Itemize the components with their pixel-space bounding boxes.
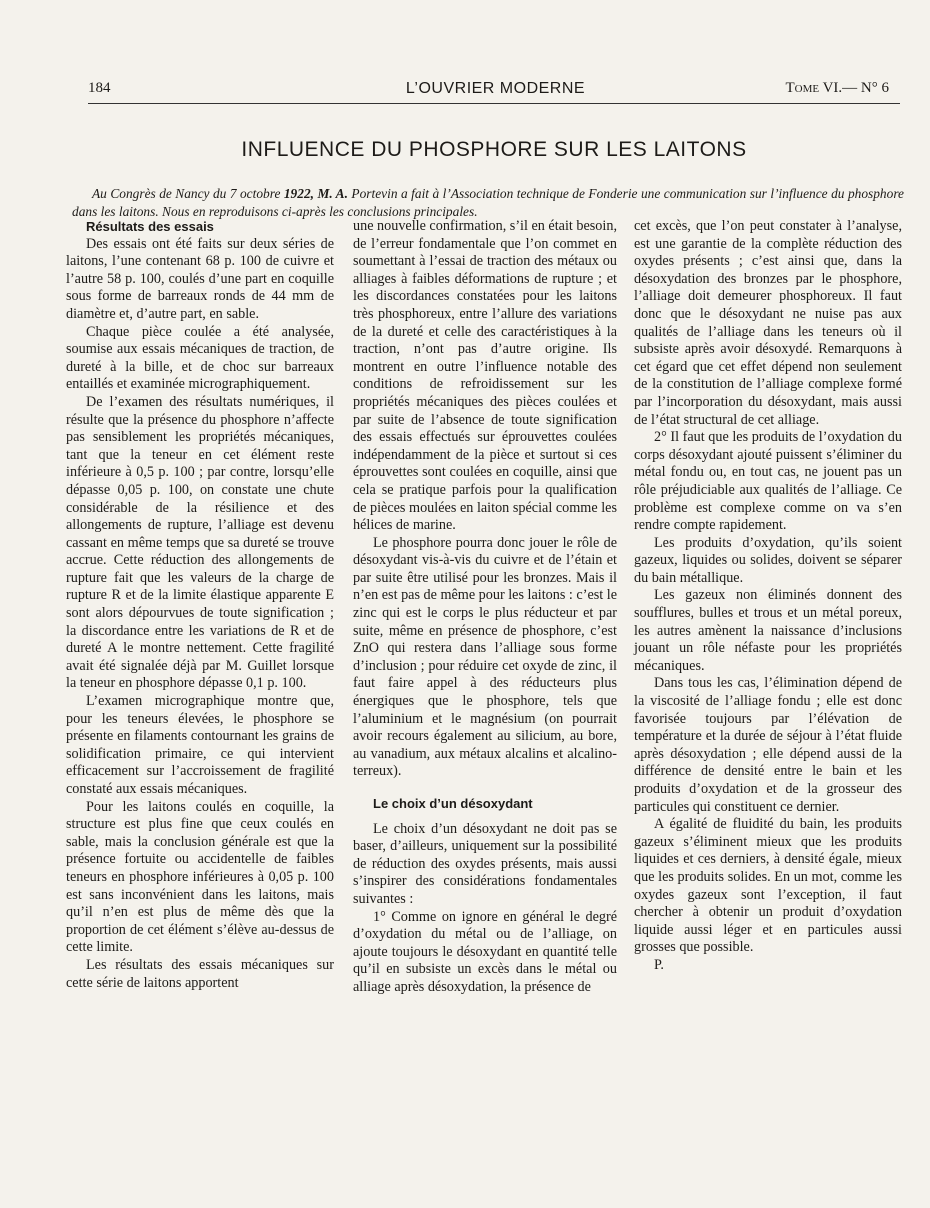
paragraph: Des essais ont été faits sur deux séries de laitons, l’une contenant 68 p. 100 de cuivre et l’autre 58 p. 100, coulés d’une part en coquille sous forme de barreaux ronds de 44 mm de diamètre et, d’autre part, en sable. [66,235,334,322]
paragraph: Le phosphore pourra donc jouer le rôle de désoxydant vis-à-vis du cuivre et de l’étain et par suite être utilisé pour les bronzes. Mais il n’en est pas de même pour les laitons : c’est le zinc qui est le corps le plus réducteur et par suite, même en présence de phosphore, c’est ZnO qui restera dans l’alliage sous forme d’inclusion ; pour réduire cet oxyde de zinc, il faut faire appel à des réducteurs plus énergiques que le phosphore, tels que l’aluminium et le magnésium (on pourrait avoir recours également au silicium, au bore, au vanadium, aux métaux alcalins et alcalino-terreux). [353,534,617,780]
intro-text-a: Au Congrès de Nancy du 7 octobre [92,186,284,202]
paragraph: Les résultats des essais mécaniques sur cette série de laitons apportent [66,956,334,991]
journal-title: L’OUVRIER MODERNE [405,80,586,97]
intro-paragraph [72,185,904,221]
paragraph: A égalité de fluidité du bain, les produits gazeux s’éliminent mieux que les produits liquides et ces derniers, à densité égale, mieux que les produits solides. En un mot, comme les oxydes gazeux sont l’exception, il faut chercher à obtenir un produit d’oxydation liquide aussi léger et en particules aussi grosses que possible. [634,816,902,956]
column-1 [66,218,334,992]
column-2 [353,218,617,997]
author-signature: P. [654,956,664,973]
section-heading-choice: Le choix d’un désoxydant [373,796,533,811]
column-3 [634,218,902,975]
header-rule [88,103,900,104]
paragraph: Chaque pièce coulée a été analysée, soumise aux essais mécaniques de traction, de dureté à la bille, et de choc sur barreaux entaillés et examinée micrographiquement. [66,323,334,393]
section-heading-results: Résultats des essais [86,219,214,234]
paragraph: Les gazeux non éliminés donnent des soufflures, bulles et trous et un métal poreux, les autres amènent la naissance d’inclusions jouant un rôle néfaste pour les propriétés mécaniques. [634,587,902,674]
paragraph: 2° Il faut que les produits de l’oxydation du corps désoxydant ajouté puissent s’éliminer du métal fondu ou, en tout cas, ne jouent pas un rôle préjudiciable aux qualités de l’alliage. Ce problème est complexe comme on va s’en rendre compte rapidement. [634,429,902,534]
paragraph: Dans tous les cas, l’élimination dépend de la viscosité de l’alliage fondu ; elle est donc favorisée toujours par l’élévation de température et la durée de séjour à l’état fluide après désoxydation ; elle dépend aussi de la différence de densité entre le bain et les produits d’oxydation et de la grosseur des particules qui constituent ce dernier. [634,675,902,815]
issue-number: Tome VI.— N° 6 [785,80,889,96]
paragraph: Les produits d’oxydation, qu’ils soient gazeux, liquides ou solides, doivent se séparer du bain métallique. [634,534,902,586]
paragraph: De l’examen des résultats numériques, il résulte que la présence du phosphore n’affecte pas sensiblement les propriétés mécaniques, tant que la teneur en cet élément reste inférieure à 0,5 p. 100 ; par contre, lorsqu’elle dépasse 0,05 p. 100, on constate une chute considérable de la résilience et des allongements de rupture, l’alliage est devenu cassant en même temps que sa dureté se trouve accrue. Cette réduction des allongements de rupture fait que les valeurs de la charge de rupture R et de la limite élastique apparente E sont alors dépourvues de toute signification ; la discordance entre les variations de R et de dureté A le montre nettement. Cette fragilité avait été signalée déjà par M. Guillet lorsque la teneur en phosphore dépasse 0,1 p. 100. [66,393,334,692]
paragraph: 1° Comme on ignore en général le degré d’oxydation du métal ou de l’alliage, on ajoute toujours le désoxydant en quantité telle qu’il en subsiste un excès dans le métal ou alliage après désoxydation, la présence de [353,908,617,995]
intro-year: 1922, M. A. [283,186,348,202]
paragraph: cet excès, que l’on peut constater à l’analyse, est une garantie de la complète réduction des oxydes présents ; c’est ainsi que, dans la désoxydation des bronzes par le phosphore, l’alliage doit demeurer phosphoreux. Il faut donc que le désoxydant ne nuise pas aux qualités de l’alliage dans les teneurs où il subsiste après avoir désoxydé. Remarquons à cet égard que cet effet dépend non seulement de la constitution de l’alliage complexe formé par l’incorporation du désoxydant, mais aussi de l’état structural de cet alliage. [634,218,902,428]
paragraph: L’examen micrographique montre que, pour les teneurs élevées, le phosphore se présente en filaments contournant les grains de solidification primaire, ce qui intervient efficacement sur l’accroissement de fragilité constaté aux essais mécaniques. [66,693,334,797]
paragraph: Pour les laitons coulés en coquille, la structure est plus fine que ceux coulés en sable, mais la conclusion générale est que la présence fortuite ou accidentelle de faibles teneurs en phosphore inférieures à 0,05 p. 100 est sans inconvénient dans les laitons, mais qu’il n’en est plus de même dès que la proportion de cet élément s’élève au-dessus de cette limite. [66,798,334,956]
paragraph: une nouvelle confirmation, s’il en était besoin, de l’erreur fondamentale que l’on commet en soumettant à l’essai de traction des métaux ou alliages à faibles déformations de rupture ; et les discordances constatées pour les laitons très phosphoreux, entre l’allure des variations de la dureté et celle des caractéristiques à la traction, n’ont pas d’autre origine. Ils montrent en outre l’influence notable des conditions de refroidissement sur les propriétés mécaniques des pièces coulées et par suite de l’absence de toute signification des essais effectués sur éprouvettes coulées indépendamment de la pièce et surtout si ces éprouvettes sont coulées en coquille, ainsi que cela se pratique parfois pour la qualification de pièces moulées en laiton spécial comme les hélices de marine. [353,218,617,534]
article-title: INFLUENCE DU PHOSPHORE SUR LES LAITONS [241,138,747,162]
intro-text-b: Portevin a fait à l’Association technique de Fonderie une communication sur l’influence du phosphore dans les laitons. Nous en reproduisons ci-après les conclusions principales. [72,186,904,220]
page-number: 184 [88,80,111,96]
paragraph: Le choix d’un désoxydant ne doit pas se baser, d’ailleurs, uniquement sur la possibilité de réduction des oxydes présents, mais aussi s’inspirer des considérations fondamentales suivantes : [353,820,617,907]
running-head [88,80,903,102]
